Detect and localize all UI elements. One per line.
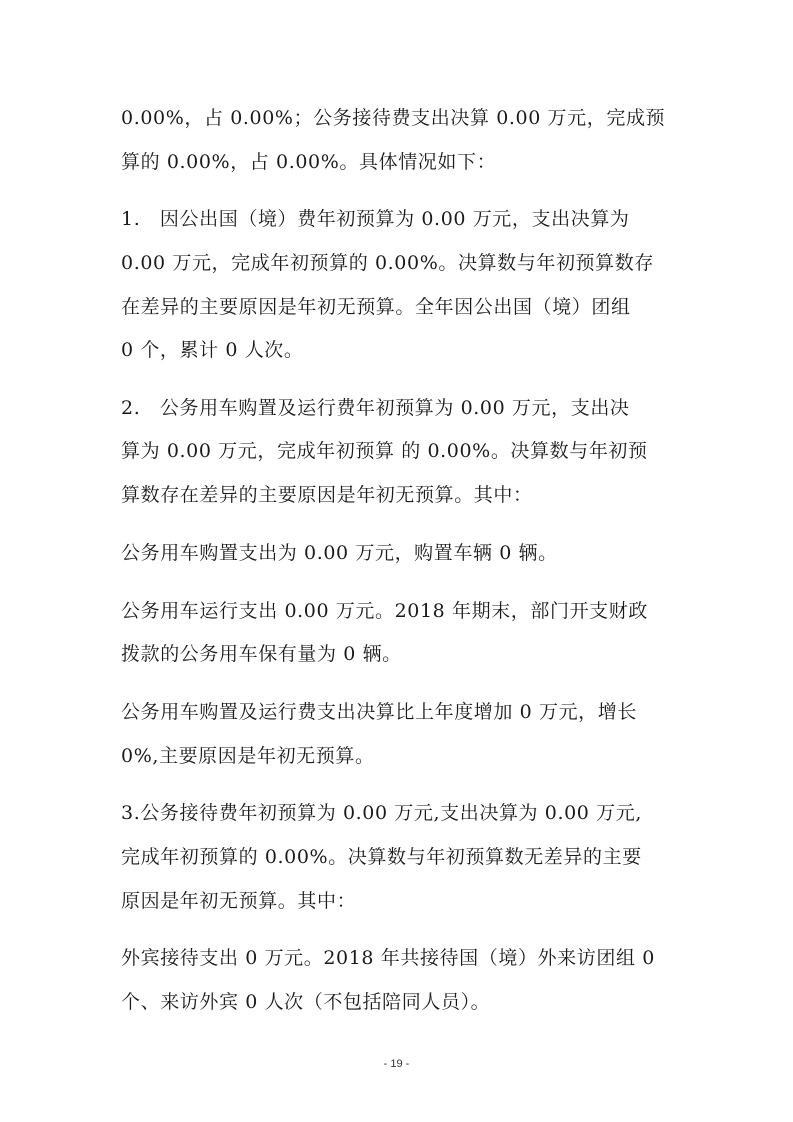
paragraph-line: 外宾接待支出 0 万元。2018 年共接待国（境）外来访团组 0 (121, 947, 655, 969)
paragraph-line: 算为 0.00 万元，完成年初预算 的 0.00%。决算数与年初预 (121, 440, 648, 462)
paragraph-line: 0.00%，占 0.00%；公务接待费支出决算 0.00 万元，完成预 (121, 107, 666, 129)
paragraph-line: 原因是年初无预算。其中： (121, 890, 357, 912)
paragraph-line: 0 个，累计 0 人次。 (121, 339, 304, 361)
paragraph-line: 完成年初预算的 0.00%。决算数与年初预算数无差异的主要 (121, 846, 642, 868)
paragraph-line: 算的 0.00%，占 0.00%。具体情况如下： (121, 151, 497, 173)
paragraph-line: 公务用车购置支出为 0.00 万元，购置车辆 0 辆。 (121, 542, 558, 564)
paragraph-line: 公务用车运行支出 0.00 万元。2018 年期末，部门开支财政 (121, 600, 648, 622)
paragraph-line: 3.公务接待费年初预算为 0.00 万元,支出决算为 0.00 万元, (121, 802, 642, 824)
paragraph-line: 算数存在差异的主要原因是年初无预算。其中： (121, 484, 533, 506)
page-number: - 19 - (383, 1058, 410, 1070)
paragraph-line: 拨款的公务用车保有量为 0 辆。 (121, 643, 402, 665)
paragraph-line: 0%,主要原因是年初无预算。 (121, 745, 375, 767)
paragraph-line: 2. 公务用车购置及运行费年初预算为 0.00 万元，支出决 (121, 397, 630, 419)
paragraph-line: 0.00 万元，完成年初预算的 0.00%。决算数与年初预算数存 (121, 252, 654, 274)
paragraph-line: 个、来访外宾 0 人次（不包括陪同人员）。 (121, 991, 491, 1013)
paragraph-line: 在差异的主要原因是年初无预算。全年因公出国（境）团组 (121, 296, 631, 318)
paragraph-line: 1. 因公出国（境）费年初预算为 0.00 万元，支出决算为 (121, 208, 630, 230)
paragraph-line: 公务用车购置及运行费支出决算比上年度增加 0 万元，增长 (121, 701, 637, 723)
